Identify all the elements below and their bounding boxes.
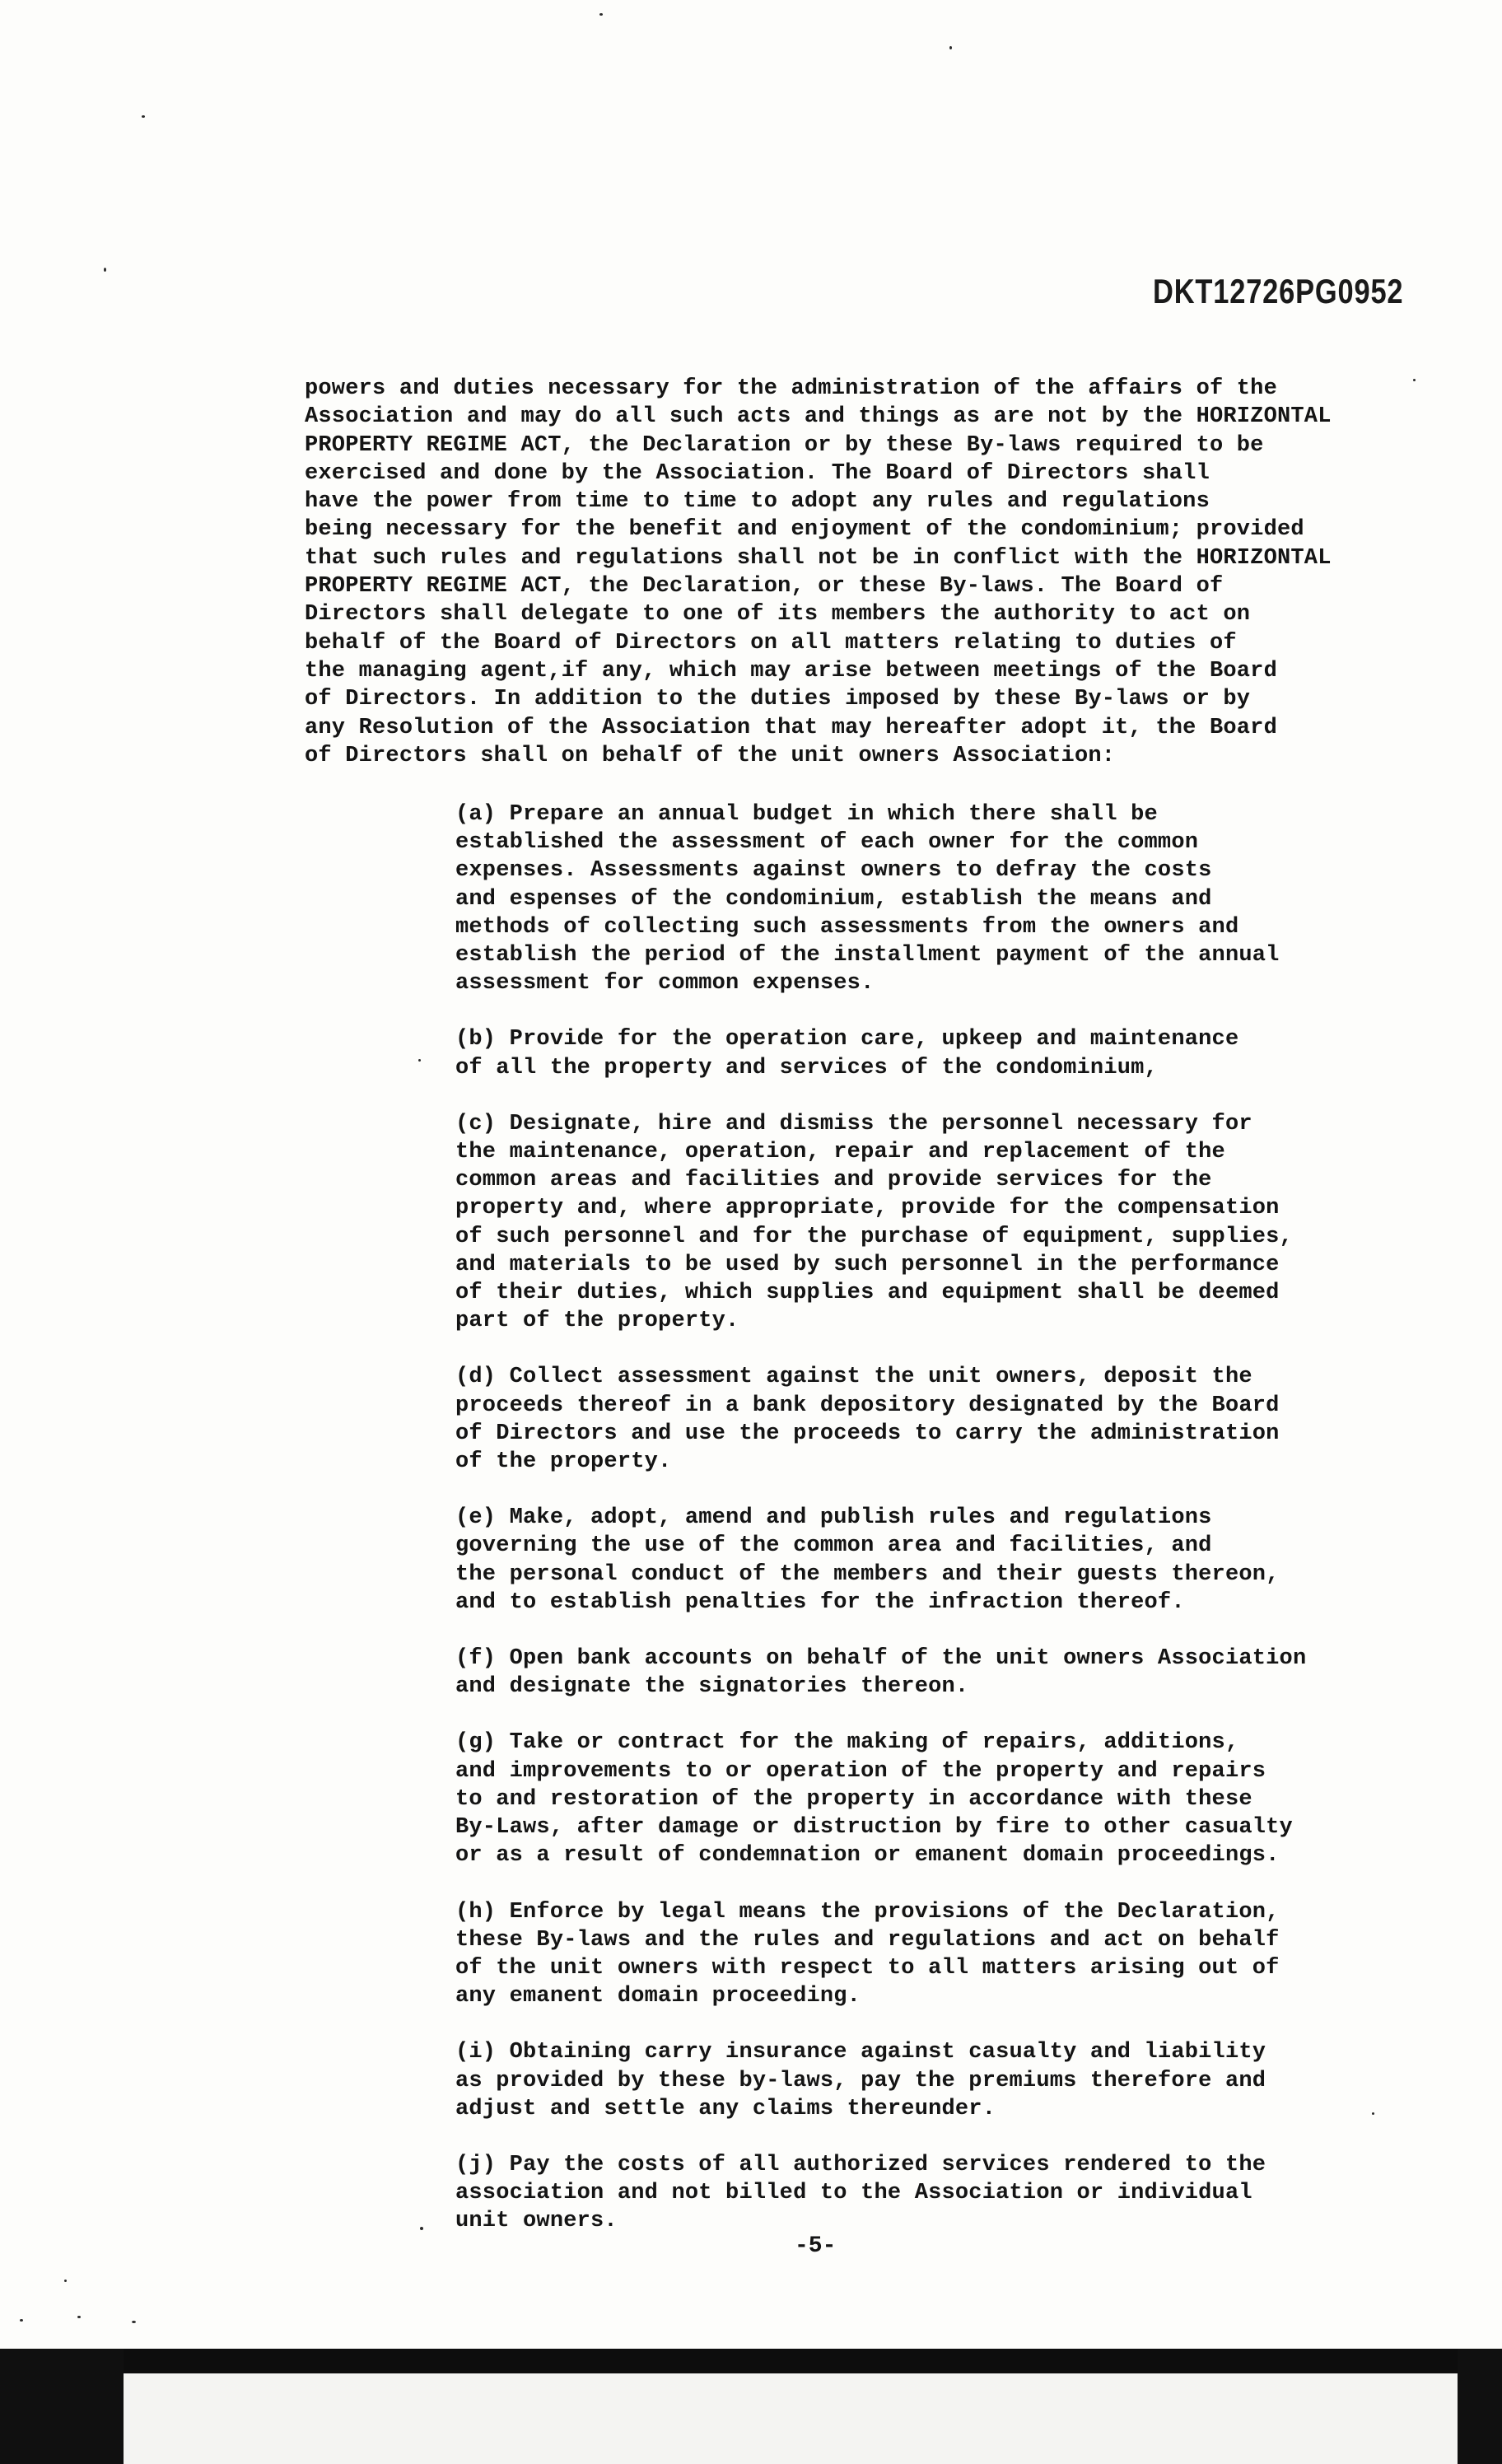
page-number: -5- bbox=[795, 2233, 837, 2259]
scan-speck bbox=[949, 46, 952, 49]
duty-item-a: (a) Prepare an annual budget in which there shall be established the assessment of each owner for the common expenses. Assessments against owners to defray the costs and espenses of the condominium, establish the means and methods of collecting such assessments from the owners and establish the period of the installment payment of the annual assessment for common expenses. bbox=[455, 802, 1280, 996]
scan-speck bbox=[77, 2316, 81, 2318]
scan-speck bbox=[1372, 2112, 1374, 2115]
scan-speck bbox=[20, 2319, 23, 2322]
scan-speck bbox=[142, 115, 145, 118]
scan-edge-left bbox=[0, 2349, 124, 2464]
recording-stamp: DKT12726PG0952 bbox=[1153, 272, 1404, 310]
scan-speck bbox=[599, 13, 603, 16]
scan-speck bbox=[104, 268, 106, 272]
duty-item-j: (j) Pay the costs of all authorized services rendered to the association and not billed to the Association or individual unit owners. bbox=[455, 2152, 1266, 2234]
duty-item-f: (f) Open bank accounts on behalf of the unit owners Association and designate the signatories thereon. bbox=[455, 1646, 1307, 1700]
duty-item-e: (e) Make, adopt, amend and publish rules and regulations governing the use of the common area and facilities, and the personal conduct of the members and their guests thereon, and to establish penalties for the infraction thereof. bbox=[455, 1505, 1280, 1615]
scan-edge-strip bbox=[124, 2373, 1458, 2464]
scan-speck bbox=[418, 1059, 421, 1062]
scan-speck bbox=[420, 2227, 423, 2230]
scan-speck bbox=[1413, 379, 1416, 381]
duty-item-g: (g) Take or contract for the making of repairs, additions, and improvements to or operation of the property and repairs to and restoration of the property in accordance with these By-Laws, after damage or distruction by fire to other casualty or as a result of condemnation or emanent domain proceedings. bbox=[455, 1730, 1293, 1869]
duty-item-h: (h) Enforce by legal means the provisions of the Declaration, these By-laws and the rules and regulations and act on behalf of the unit owners with respect to all matters arising out of any emanent domain proceeding. bbox=[455, 1899, 1280, 2009]
scan-edge-bar bbox=[0, 2349, 1502, 2373]
scan-edge-right bbox=[1458, 2349, 1502, 2464]
duty-item-c: (c) Designate, hire and dismiss the personnel necessary for the maintenance, operation, repair and replacement of the common areas and facilities and provide services for the property and, where appropriate, provide for the compensation of such personnel and for the purchase of equipment, supplies, and materials to be used by such personnel in the performance of their duties, which supplies and equipment shall be deemed part of the property. bbox=[455, 1111, 1293, 1334]
duty-item-d: (d) Collect assessment against the unit owners, deposit the proceeds thereof in a bank depository designated by the Board of Directors and use the proceeds to carry the administration of the property. bbox=[455, 1365, 1280, 1475]
intro-paragraph: powers and duties necessary for the administration of the affairs of the Association and may do all such acts and things as are not by the HORIZONTAL PROPERTY REGIME ACT, the Declaration or by these By-laws required to be exercised and done by the Association. The Board of Directors shall have the power from time to time to adopt any rules and regulations being necessary for the benefit and enjoyment of the condominium; provided that such rules and regulations shall not be in conflict with the HORIZONTAL PROPERTY REGIME ACT, the Declaration, or these By-laws. The Board of Directors shall delegate to one of its members the authority to act on behalf of the Board of Directors on all matters relating to duties of the managing agent,if any, which may arise between meetings of the Board of Directors. In addition to the duties imposed by these By-laws or by any Resolution of the Association that may hereafter adopt it, the Board of Directors shall on behalf of the unit owners Association: bbox=[305, 376, 1332, 768]
duty-item-i: (i) Obtaining carry insurance against casualty and liability as provided by these by-laws, pay the premiums therefore and adjust and settle any claims thereunder. bbox=[455, 2040, 1266, 2121]
duties-list bbox=[455, 800, 1419, 2236]
scan-speck bbox=[132, 2321, 136, 2323]
scan-speck bbox=[64, 2280, 67, 2282]
duty-item-b: (b) Provide for the operation care, upkeep and maintenance of all the property and services of the condominium, bbox=[455, 1027, 1239, 1080]
